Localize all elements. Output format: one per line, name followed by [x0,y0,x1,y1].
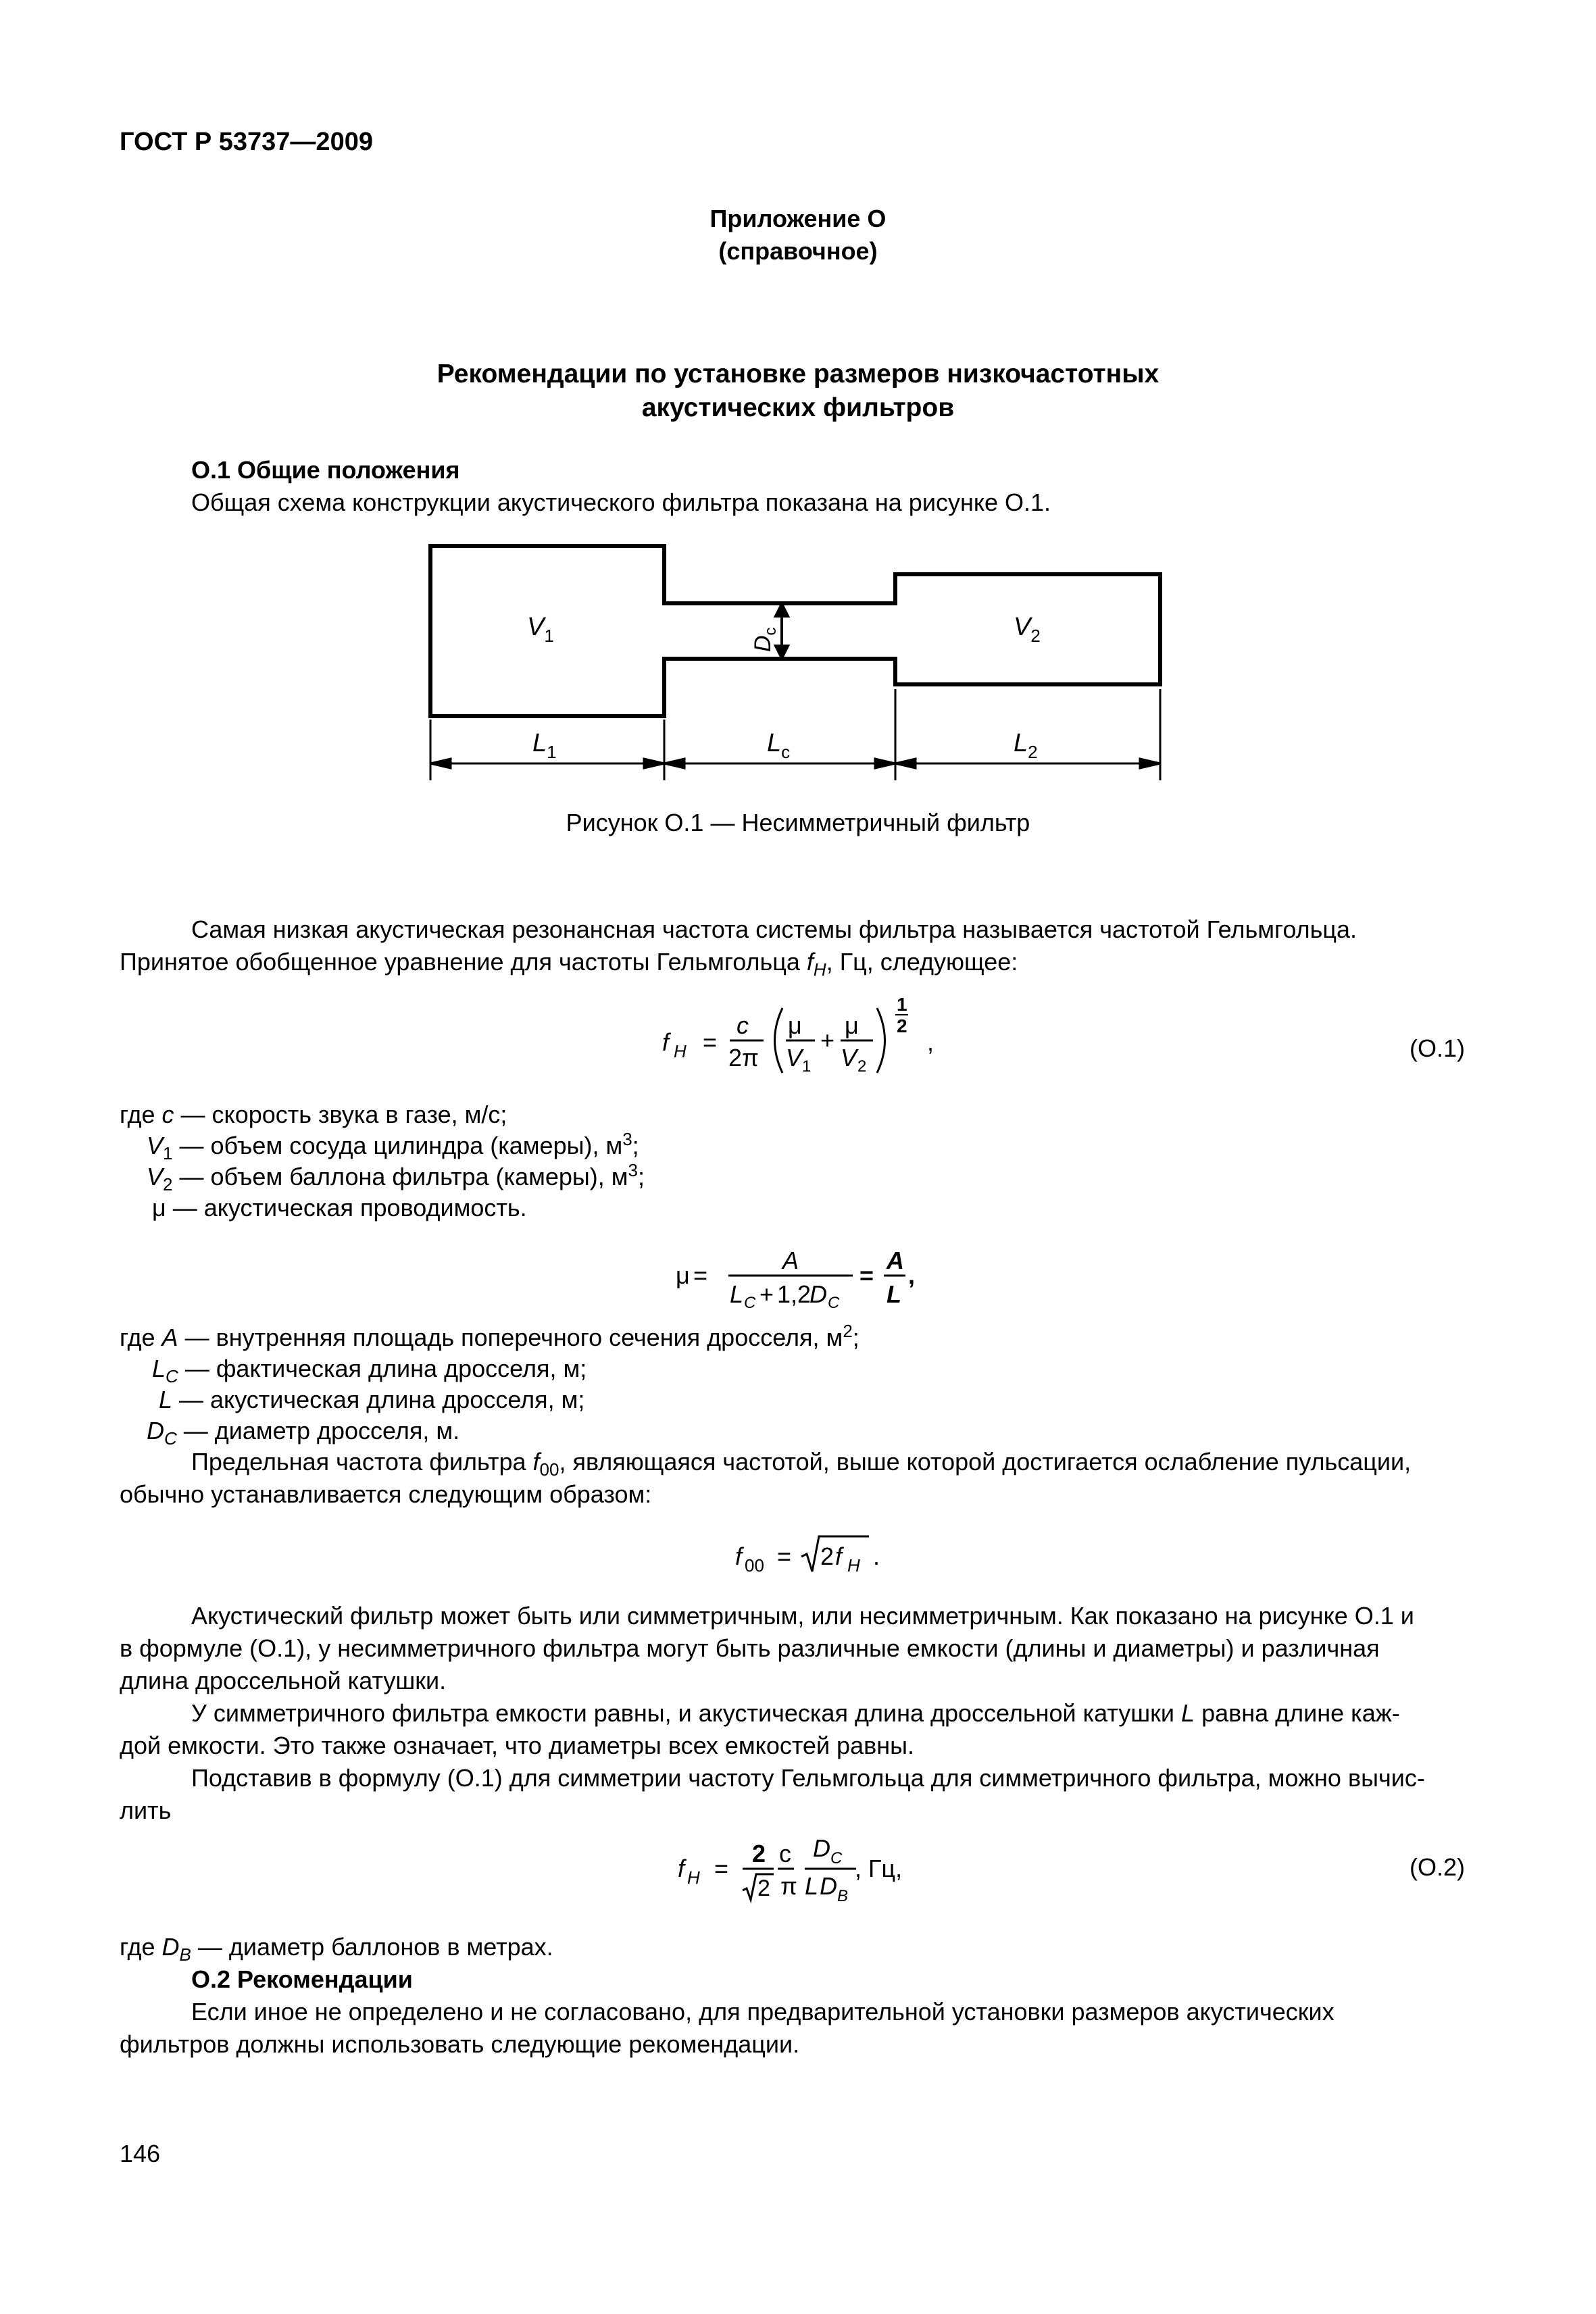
svg-text:f: f [678,1855,685,1882]
l1-label: $L_1$ [532,729,557,762]
svg-text:μ: μ [845,1011,859,1039]
svg-text:μ: μ [676,1261,690,1289]
var-db: где $D_B$ — диаметр баллонов в метрах. [120,1933,553,1965]
formula-f00 [730,1532,892,1580]
svg-text:2: 2 [757,1876,770,1901]
svg-text:A: A [782,1247,799,1274]
paragraph-equal-line-2: дой емкости. Это также означает, что диаметры всех емкостей равны. [120,1732,914,1759]
svg-text:C: C [830,1849,843,1867]
svg-text:=: = [777,1542,792,1570]
svg-text:,: , [927,1028,934,1056]
svg-text:+: + [820,1026,835,1054]
var-lc: $L_C$ — фактическая длина дросселя, м; [152,1355,587,1387]
formula-o2 [672,1824,916,1912]
section-heading-o2: О.2 Рекомендации [191,1965,413,1993]
var-v2: $V_2$ — объем баллона фильтра (камеры), $м^3$; [147,1160,645,1195]
svg-text:L: L [887,1280,901,1308]
paragraph-substitute-line-2: лить [120,1796,172,1824]
figure-caption: Рисунок О.1 — Несимметричный фильтр [566,809,1030,836]
svg-text:H: H [674,1041,687,1061]
svg-text:V: V [841,1044,857,1072]
svg-text:L: L [805,1872,819,1900]
paragraph-helmholtz-line-1: Самая низкая акустическая резонансная частота системы фильтра называется частотой Гельмгольца. [191,915,1357,943]
svg-text:1: 1 [802,1057,812,1076]
svg-text:D: D [813,1834,830,1862]
svg-text:1: 1 [897,994,907,1015]
svg-text:B: B [837,1887,849,1905]
variables-list-2 [120,1321,859,1449]
svg-text:2: 2 [820,1542,834,1570]
paragraph-equal-line-1: У симметричного фильтра емкости равны, и акустическая длина дроссельной катушки L равна длине каж- [191,1699,1400,1727]
svg-text:=: = [714,1855,729,1882]
svg-text:μ: μ [788,1011,802,1039]
svg-text:C: C [828,1294,840,1311]
main-title-line-2: акустических фильтров [641,393,955,422]
svg-text:f: f [735,1542,743,1570]
var-l: L — акустическая длина дросселя, м; [159,1386,585,1413]
svg-text:2: 2 [897,1015,907,1036]
appendix-title: Приложение О [709,205,887,232]
paragraph-recommendations-line-2: фильтров должны использовать следующие рекомендации. [120,2030,800,2058]
var-a: где A — внутренняя площадь поперечного сечения дросселя, $м^2$; [120,1321,859,1351]
svg-text:f: f [662,1028,670,1056]
svg-text:L: L [730,1280,744,1308]
svg-text:=: = [693,1261,708,1289]
var-mu: μ — акустическая проводимость. [152,1194,527,1222]
paragraph-symmetric-line-2: в формуле (О.1), у несимметричного фильтра могут быть различные емкости (длины и диаметры) и различная [120,1634,1380,1662]
svg-text:+: + [759,1280,774,1308]
main-title-line-1: Рекомендации по установке размеров низкочастотных [437,359,1159,388]
svg-text:,: , [908,1261,916,1289]
paragraph-recommendations-line-1: Если иное не определено и не согласовано, для предварительной установки размеров акустических [191,1998,1335,2026]
lc-label: $L_c$ [767,729,791,762]
svg-text:1,2: 1,2 [777,1280,812,1308]
appendix-subtitle: (справочное) [718,237,878,265]
variables-list-1 [120,1099,645,1223]
paragraph-symmetric-line-1: Акустический фильтр может быть или симметричным, или несимметричным. Как показано на рисунке О.1 и [191,1602,1414,1630]
formula-mu [676,1243,946,1311]
svg-text:A: A [887,1247,904,1274]
var-v1: $V_1$ — объем сосуда цилиндра (камеры), $м^3$; [147,1129,639,1164]
page-number: 146 [120,2140,161,2167]
var-c: где c — скорость звука в газе, м/с; [120,1101,507,1128]
formula-o2-number: (О.2) [1410,1853,1466,1881]
v1-label: $V_1$ [527,613,554,646]
svg-text:C: C [744,1294,756,1311]
svg-text:D: D [809,1280,827,1308]
svg-text:.: . [873,1542,880,1570]
section-intro: Общая схема конструкции акустического фильтра показана на рисунке О.1. [191,488,1051,516]
svg-text:, Гц,: , Гц, [855,1855,903,1882]
paragraph-helmholtz-line-2: Принятое обобщенное уравнение для частоты Гельмгольца $f_H$, Гц, следующее: [120,948,1018,980]
formula-o1 [662,993,946,1088]
svg-text:π: π [780,1872,797,1900]
filter-diagram [419,534,1189,797]
standard-number: ГОСТ Р 53737—2009 [120,128,373,156]
paragraph-symmetric-line-3: длина дроссельной катушки. [120,1667,447,1694]
svg-text:00: 00 [745,1555,764,1576]
svg-text:D: D [820,1872,837,1900]
svg-text:c: c [779,1840,791,1867]
paragraph-substitute-line-1: Подставив в формулу (О.1) для симметрии частоту Гельмгольца для симметричного фильтра, можно вычис- [191,1764,1425,1792]
svg-text:=: = [703,1028,718,1056]
paragraph-cutoff-line-2: обычно устанавливается следующим образом: [120,1480,652,1508]
svg-text:f: f [835,1542,843,1570]
l2-label: $L_2$ [1014,729,1038,762]
svg-text:=: = [859,1261,874,1289]
svg-text:V: V [786,1044,803,1072]
svg-text:H: H [687,1867,700,1888]
svg-text:2π: 2π [728,1044,759,1072]
svg-text:2: 2 [752,1840,766,1867]
section-heading-o1: О.1 Общие положения [191,456,460,484]
formula-o1-number: (О.1) [1410,1034,1466,1062]
paragraph-cutoff-line-1: Предельная частота фильтра $f_{00}$, являющаяся частотой, выше которой достигается ослабление пульсации, [191,1448,1412,1480]
svg-text:2: 2 [857,1057,867,1076]
dc-label: $D_c$ [750,627,780,652]
v2-label: $V_2$ [1014,613,1041,646]
svg-text:c: c [737,1011,749,1039]
svg-text:H: H [847,1555,860,1576]
var-dc: $D_C$ — диаметр дросселя, м. [147,1417,460,1449]
